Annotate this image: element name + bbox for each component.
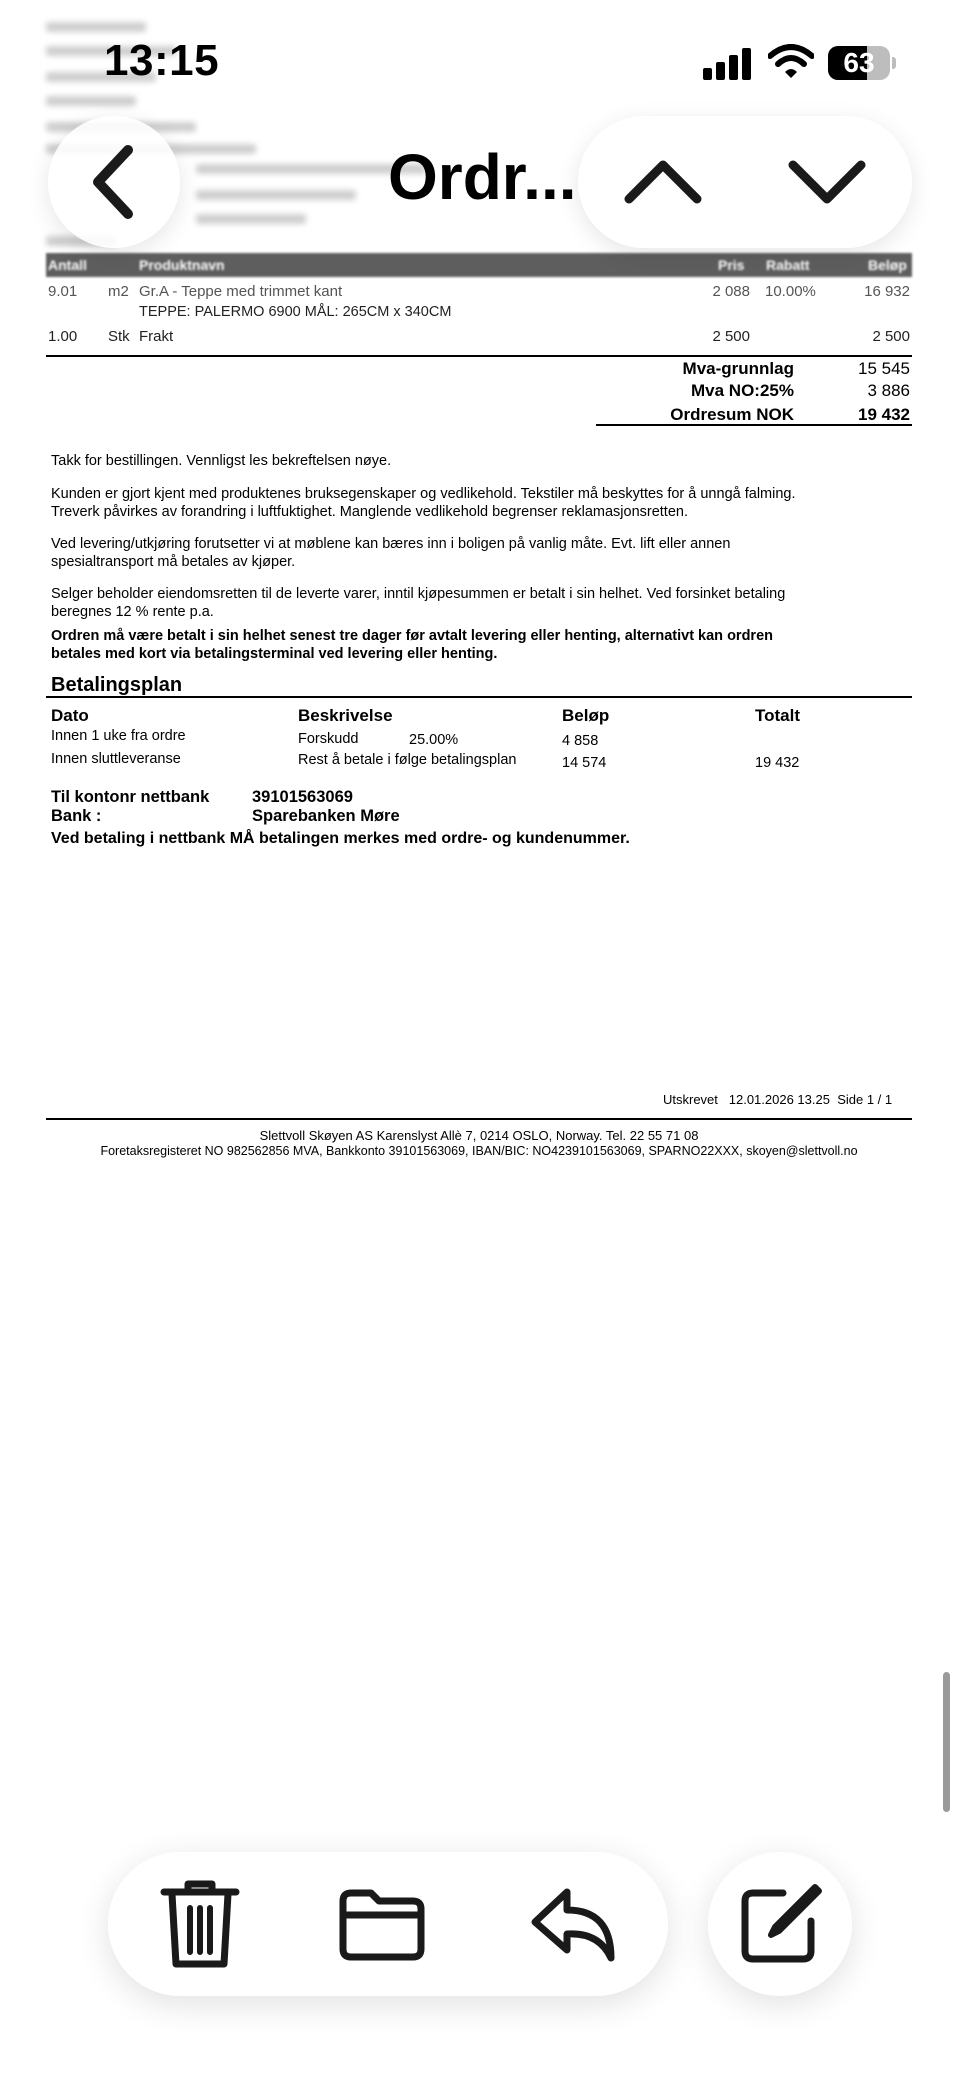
payment-notice: Ved betaling i nettbank MÅ betalingen merkes med ordre- og kundenummer. <box>51 830 630 847</box>
table-row-detail: TEPPE: PALERMO 6900 MÅL: 265CM x 340CM <box>139 304 452 320</box>
header-qty: Antall <box>48 257 87 273</box>
reply-button[interactable] <box>524 1874 624 1974</box>
table-row-price: 2 500 <box>712 328 750 345</box>
payment-terms-paragraph: Ordren må være betalt i sin helhet senest tre dager før avtalt levering eller henting, alternativt kan ordren betales med kort via betalingsterminal ved levering eller henting. <box>51 628 773 662</box>
header-product: Produktnavn <box>139 257 225 273</box>
bank-account-number: 39101563069 <box>252 788 353 806</box>
printed-info <box>663 1092 892 1107</box>
table-row-price: 2 088 <box>712 283 750 300</box>
total-value: 15 545 <box>858 359 910 378</box>
bank-name: Sparebanken Møre <box>252 807 400 825</box>
order-sum-value: 19 432 <box>858 405 910 424</box>
table-row-unit: m2 <box>108 283 129 300</box>
table-row-product: Frakt <box>139 328 174 345</box>
footer-company: Slettvoll Skøyen AS Karenslyst Allè 7, 0214 OSLO, Norway. Tel. 22 55 71 08 <box>259 1128 699 1143</box>
scrollbar[interactable] <box>943 1672 950 1812</box>
header-discount: Rabatt <box>766 257 810 273</box>
reply-icon <box>529 1884 619 1964</box>
trash-icon <box>160 1878 240 1970</box>
footer-registry: Foretaksregisteret NO 982562856 MVA, Bankkonto 39101563069, IBAN/BIC: NO4239101563069, SPARNO22XXX, skoyen@slettvoll.no <box>100 1144 858 1158</box>
plan-row-date: Innen 1 uke fra ordre <box>51 728 186 744</box>
payment-plan-divider <box>46 696 912 698</box>
terms-paragraph: Ved levering/utkjøring forutsetter vi at møblene kan bæres inn i boligen på vanlig måte. Evt. lift eller annen spesialtransport må betales av kjøper. <box>51 536 731 570</box>
terms-paragraph: Selger beholder eiendomsretten til de leverte varer, inntil kjøpesummen er betalt i sin helhet. Ved forsinket betaling beregnes 12 % rente p.a. <box>51 586 786 620</box>
table-row-product: Gr.A - Teppe med trimmet kant <box>139 283 343 300</box>
bottom-toolbar <box>108 1852 668 1996</box>
plan-header-description: Beskrivelse <box>298 706 393 725</box>
nav-title: Ordr... <box>388 141 577 213</box>
compose-button[interactable] <box>708 1852 852 1996</box>
page-number: Side 1 / 1 <box>837 1092 893 1107</box>
wifi-icon <box>768 44 814 80</box>
chevron-up-icon <box>623 157 703 207</box>
printed-label: Utskrevet <box>663 1092 718 1107</box>
terms-paragraph: Kunden er gjort kjent med produktenes bruksegenskaper og vedlikehold. Tekstiler må beskyttes for å unngå falming. Treverk påvirkes av forandring i luftfuktighet. Manglende vedlikehold begrenser reklamasjonsretten. <box>51 486 796 520</box>
plan-row-description: Forskudd <box>298 731 359 747</box>
table-row-qty: 1.00 <box>48 328 78 345</box>
status-time: 13:15 <box>104 36 220 85</box>
table-row-qty: 9.01 <box>48 283 78 300</box>
plan-row-date: Innen sluttleveranse <box>51 751 181 767</box>
compose-icon <box>737 1881 823 1967</box>
back-button[interactable] <box>48 116 180 248</box>
battery-level: 63 <box>843 47 875 78</box>
table-row-amount: 2 500 <box>872 328 910 345</box>
plan-row-description: Rest å betale i følge betalingsplan <box>298 752 517 768</box>
order-sum-label: Ordresum NOK <box>670 405 794 424</box>
items-table-header <box>46 253 912 277</box>
plan-header-amount: Beløp <box>562 706 610 725</box>
plan-row-percent: 25.00% <box>409 732 459 748</box>
bank-name-label: Bank : <box>51 807 102 825</box>
items-divider <box>46 355 912 357</box>
plan-row-amount: 4 858 <box>562 733 599 749</box>
total-value: 3 886 <box>867 381 910 400</box>
table-row-unit: Stk <box>108 328 130 345</box>
chevron-left-icon <box>84 142 144 222</box>
table-row-amount: 16 932 <box>864 283 910 300</box>
totals-underline <box>596 424 912 426</box>
message-navigation <box>578 116 912 248</box>
move-to-folder-button[interactable] <box>332 1874 432 1974</box>
total-label: Mva-grunnlag <box>682 359 794 378</box>
previous-message-button[interactable] <box>618 142 708 222</box>
header-amount: Beløp <box>868 257 907 273</box>
plan-row-total: 19 432 <box>755 755 800 771</box>
bank-account-label: Til kontonr nettbank <box>51 788 210 806</box>
delete-button[interactable] <box>150 1874 250 1974</box>
footer-divider <box>46 1118 912 1120</box>
folder-icon <box>337 1887 427 1961</box>
plan-row-amount: 14 574 <box>562 755 607 771</box>
chevron-down-icon <box>787 157 867 207</box>
battery-icon <box>828 46 896 80</box>
payment-plan-title: Betalingsplan <box>51 674 183 696</box>
printed-date: 12.01.2026 13.25 <box>728 1092 830 1107</box>
total-label: Mva NO:25% <box>691 381 794 400</box>
cellular-signal-icon <box>703 48 751 80</box>
next-message-button[interactable] <box>782 142 872 222</box>
terms-paragraph: Takk for bestillingen. Vennligst les bekreftelsen nøye. <box>51 453 392 469</box>
plan-header-date: Dato <box>51 706 89 725</box>
table-row-discount: 10.00% <box>765 283 816 300</box>
plan-header-total: Totalt <box>755 706 801 725</box>
header-price: Pris <box>718 257 745 273</box>
